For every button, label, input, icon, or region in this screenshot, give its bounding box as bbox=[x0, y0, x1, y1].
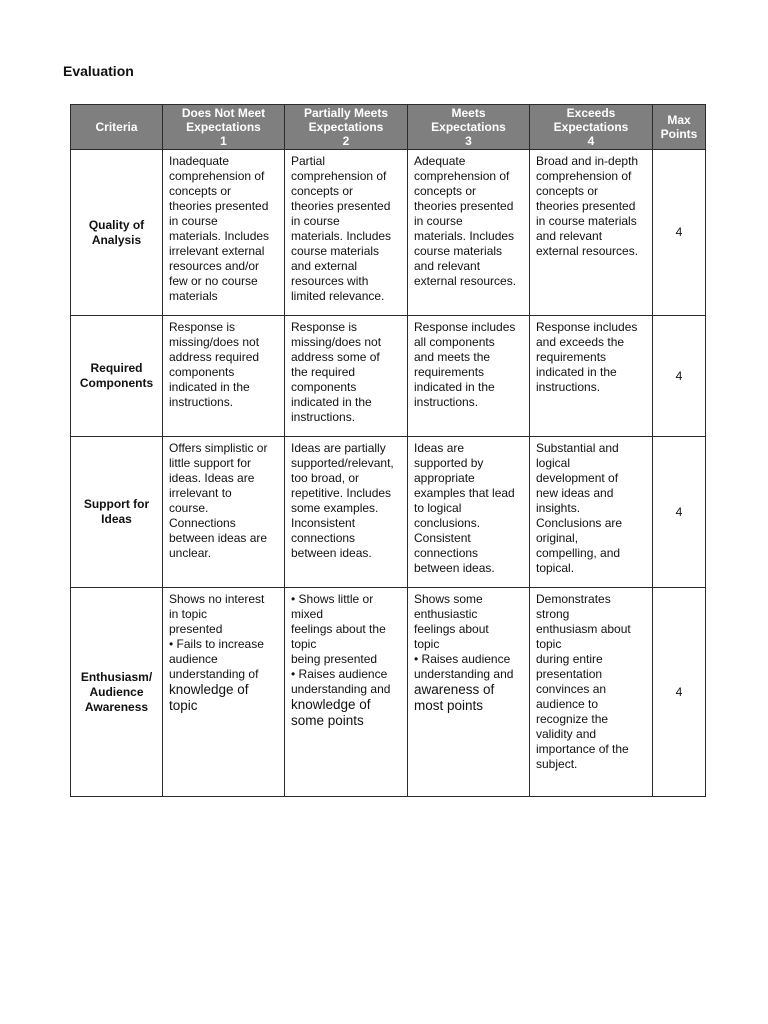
header-line: Meets bbox=[451, 106, 486, 120]
cell-text-line: concepts or bbox=[414, 184, 477, 198]
rating-cell bbox=[285, 588, 408, 797]
cell-text-line: enthusiastic bbox=[414, 607, 478, 621]
cell-text-line: theories presented bbox=[536, 199, 636, 213]
cell-text-line: external resources. bbox=[414, 274, 517, 288]
cell-text-line: comprehension of bbox=[169, 169, 265, 183]
header-meets bbox=[408, 105, 530, 150]
cell-text-line: limited relevance. bbox=[291, 289, 385, 303]
table-row bbox=[71, 437, 706, 588]
cell-text-line: feelings about the bbox=[291, 622, 386, 636]
header-line: Does Not Meet bbox=[181, 106, 266, 120]
cell-text-line: materials. Includes bbox=[169, 229, 270, 243]
header-partially-meets bbox=[285, 105, 408, 150]
cell-text-line: Response is bbox=[169, 320, 236, 334]
table-row bbox=[71, 316, 706, 437]
header-line: 3 bbox=[465, 134, 472, 148]
page-title: Evaluation bbox=[63, 63, 134, 79]
cell-text-line: Connections bbox=[169, 516, 236, 530]
criteria-cell bbox=[71, 437, 163, 588]
cell-text-line: missing/does not bbox=[291, 335, 382, 349]
cell-text-line: theories presented bbox=[169, 199, 269, 213]
max-points-cell bbox=[653, 437, 706, 588]
cell-text-line: course materials bbox=[291, 244, 380, 258]
cell-text-line: Shows no interest bbox=[169, 592, 265, 606]
cell-text-line: instructions. bbox=[169, 395, 234, 409]
cell-text-line: • Raises audience bbox=[414, 652, 511, 666]
cell-text-line: in course bbox=[169, 214, 218, 228]
cell-text-line: most points bbox=[414, 698, 484, 713]
cell-text-line: feelings about bbox=[414, 622, 489, 636]
rating-cell bbox=[408, 588, 530, 797]
cell-text-line: materials. Includes bbox=[414, 229, 515, 243]
cell-text-line: and meets the bbox=[414, 350, 491, 364]
cell-text-line: irrelevant external bbox=[169, 244, 265, 258]
criteria-label: Ideas bbox=[101, 512, 132, 526]
cell-text-line: topic bbox=[291, 637, 317, 651]
cell-text-line: knowledge of bbox=[291, 697, 371, 712]
cell-text-line: in topic bbox=[169, 607, 208, 621]
cell-text-line: presented bbox=[169, 622, 223, 636]
cell-text-line: examples that lead bbox=[414, 486, 515, 500]
cell-text-line: Offers simplistic or bbox=[169, 441, 268, 455]
criteria-label: Support for bbox=[83, 497, 150, 511]
cell-text-line: some examples. bbox=[291, 501, 379, 515]
criteria-label: Enthusiasm/ bbox=[80, 669, 153, 684]
cell-text-line: to logical bbox=[414, 501, 462, 515]
criteria-cell bbox=[71, 588, 163, 797]
criteria-cell bbox=[71, 316, 163, 437]
cell-text-line: comprehension of bbox=[414, 169, 510, 183]
cell-text-line: and exceeds the bbox=[536, 335, 625, 349]
header-line: Points bbox=[660, 127, 698, 141]
header-line: 4 bbox=[587, 134, 595, 148]
rating-cell bbox=[163, 588, 285, 797]
cell-text-line: address required bbox=[169, 350, 260, 364]
cell-text-line: Ideas are partially bbox=[291, 441, 386, 455]
cell-text-line: Partial bbox=[291, 154, 326, 168]
cell-text-line: between ideas. bbox=[414, 561, 495, 575]
cell-text-line: concepts or bbox=[169, 184, 232, 198]
cell-text-line: materials. Includes bbox=[291, 229, 392, 243]
cell-text-line: • Fails to increase bbox=[169, 637, 264, 651]
rating-cell bbox=[285, 437, 408, 588]
header-line: Max bbox=[667, 113, 691, 127]
evaluation-rubric-table bbox=[70, 104, 706, 797]
cell-text-line: connections bbox=[414, 546, 479, 560]
cell-text-line: subject. bbox=[536, 757, 578, 771]
header-row bbox=[71, 105, 706, 150]
cell-text-line: logical bbox=[536, 456, 571, 470]
cell-text-line: compelling, and bbox=[536, 546, 621, 560]
cell-text-line: Inconsistent bbox=[291, 516, 356, 530]
rating-cell bbox=[408, 150, 530, 316]
cell-text-line: Ideas are bbox=[414, 441, 465, 455]
cell-text-line: understanding of bbox=[169, 667, 259, 681]
cell-text-line: between ideas are bbox=[169, 531, 268, 545]
cell-text-line: topic bbox=[414, 637, 440, 651]
rating-cell bbox=[530, 437, 653, 588]
header-exceeds bbox=[530, 105, 653, 150]
cell-text-line: and external bbox=[291, 259, 358, 273]
criteria-cell bbox=[71, 150, 163, 316]
cell-text-line: instructions. bbox=[414, 395, 479, 409]
cell-text-line: requirements bbox=[414, 365, 485, 379]
cell-text-line: unclear. bbox=[169, 546, 212, 560]
max-points-cell bbox=[653, 150, 706, 316]
rating-cell bbox=[163, 316, 285, 437]
cell-text-line: understanding and bbox=[291, 682, 391, 696]
cell-text-line: Broad and in-depth bbox=[536, 154, 639, 168]
cell-text-line: in course bbox=[291, 214, 340, 228]
cell-text-line: Shows some bbox=[414, 592, 483, 606]
cell-text-line: concepts or bbox=[291, 184, 354, 198]
header-line: Expectations bbox=[186, 120, 261, 134]
rating-cell bbox=[408, 437, 530, 588]
cell-text-line: instructions. bbox=[291, 410, 356, 424]
rating-cell bbox=[285, 150, 408, 316]
cell-text-line: components bbox=[169, 365, 235, 379]
cell-text-line: missing/does not bbox=[169, 335, 260, 349]
cell-text-line: knowledge of bbox=[169, 682, 249, 697]
header-does-not-meet bbox=[163, 105, 285, 150]
cell-text-line: appropriate bbox=[414, 471, 475, 485]
cell-text-line: Substantial and bbox=[536, 441, 619, 455]
cell-text-line: indicated in the bbox=[414, 380, 495, 394]
cell-text-line: indicated in the bbox=[291, 395, 372, 409]
cell-text-line: concepts or bbox=[536, 184, 599, 198]
max-points-value: 4 bbox=[675, 684, 683, 699]
rating-cell bbox=[530, 588, 653, 797]
cell-text-line: theories presented bbox=[291, 199, 391, 213]
cell-text-line: Response is bbox=[291, 320, 358, 334]
cell-text-line: topical. bbox=[536, 561, 575, 575]
cell-text-line: repetitive. Includes bbox=[291, 486, 392, 500]
cell-text-line: Consistent bbox=[414, 531, 471, 545]
cell-text-line: and relevant bbox=[414, 259, 481, 273]
rating-cell bbox=[530, 150, 653, 316]
rating-cell bbox=[285, 316, 408, 437]
cell-text-line: instructions. bbox=[536, 380, 601, 394]
cell-text-line: Conclusions are bbox=[536, 516, 623, 530]
cell-text-line: the required bbox=[291, 365, 356, 379]
cell-text-line: comprehension of bbox=[291, 169, 387, 183]
cell-text-line: theories presented bbox=[414, 199, 514, 213]
cell-text-line: mixed bbox=[291, 607, 324, 621]
cell-text-line: in course bbox=[414, 214, 463, 228]
cell-text-line: conclusions. bbox=[414, 516, 481, 530]
cell-text-line: between ideas. bbox=[291, 546, 372, 560]
cell-text-line: materials bbox=[169, 289, 218, 303]
cell-text-line: indicated in the bbox=[536, 365, 617, 379]
cell-text-line: convinces an bbox=[536, 682, 607, 696]
max-points-value: 4 bbox=[675, 225, 683, 239]
header-line: Criteria bbox=[95, 120, 138, 134]
header-max-points bbox=[653, 105, 706, 150]
cell-text-line: Response includes bbox=[536, 320, 638, 334]
header-line: 2 bbox=[342, 134, 350, 148]
cell-text-line: course materials bbox=[414, 244, 503, 258]
header-line: Expectations bbox=[308, 120, 384, 134]
cell-text-line: components bbox=[291, 380, 357, 394]
criteria-label: Awareness bbox=[84, 699, 149, 714]
cell-text-line: indicated in the bbox=[169, 380, 250, 394]
cell-text-line: comprehension of bbox=[536, 169, 632, 183]
cell-text-line: address some of bbox=[291, 350, 380, 364]
cell-text-line: understanding and bbox=[414, 667, 514, 681]
cell-text-line: during entire bbox=[536, 652, 603, 666]
cell-text-line: importance of the bbox=[536, 742, 629, 756]
header-line: Expectations bbox=[431, 120, 506, 134]
cell-text-line: Response includes bbox=[414, 320, 516, 334]
cell-text-line: topic bbox=[169, 698, 198, 713]
criteria-label: Components bbox=[79, 376, 154, 390]
cell-text-line: development of bbox=[536, 471, 619, 485]
cell-text-line: Demonstrates bbox=[536, 592, 611, 606]
cell-text-line: Adequate bbox=[414, 154, 466, 168]
cell-text-line: • Shows little or bbox=[291, 592, 374, 606]
header-line: Exceeds bbox=[566, 106, 616, 120]
cell-text-line: all components bbox=[414, 335, 495, 349]
header-line: 1 bbox=[220, 134, 227, 148]
cell-text-line: connections bbox=[291, 531, 356, 545]
cell-text-line: presentation bbox=[536, 667, 603, 681]
table-row bbox=[71, 588, 706, 797]
cell-text-line: supported/relevant, bbox=[291, 456, 394, 470]
criteria-label: Required bbox=[90, 361, 143, 375]
header-line: Partially Meets bbox=[303, 106, 389, 120]
cell-text-line: being presented bbox=[291, 652, 378, 666]
rating-cell bbox=[530, 316, 653, 437]
cell-text-line: too broad, or bbox=[291, 471, 360, 485]
cell-text-line: in course materials bbox=[536, 214, 637, 228]
cell-text-line: supported by bbox=[414, 456, 484, 470]
cell-text-line: topic bbox=[536, 637, 562, 651]
rating-cell bbox=[163, 150, 285, 316]
cell-text-line: enthusiasm about bbox=[536, 622, 631, 636]
cell-text-line: audience bbox=[169, 652, 218, 666]
cell-text-line: resources with bbox=[291, 274, 369, 288]
cell-text-line: some points bbox=[291, 713, 364, 728]
cell-text-line: new ideas and bbox=[536, 486, 614, 500]
rating-cell bbox=[408, 316, 530, 437]
cell-text-line: audience to bbox=[536, 697, 599, 711]
cell-text-line: strong bbox=[536, 607, 570, 621]
cell-text-line: course. bbox=[169, 501, 209, 515]
max-points-value: 4 bbox=[675, 368, 683, 383]
cell-text-line: • Raises audience bbox=[291, 667, 388, 681]
criteria-label: Audience bbox=[89, 684, 144, 699]
cell-text-line: ideas. Ideas are bbox=[169, 471, 255, 485]
cell-text-line: external resources. bbox=[536, 244, 639, 258]
header-line: Expectations bbox=[553, 120, 629, 134]
cell-text-line: resources and/or bbox=[169, 259, 260, 273]
cell-text-line: insights. bbox=[536, 501, 581, 515]
cell-text-line: and relevant bbox=[536, 229, 603, 243]
cell-text-line: original, bbox=[536, 531, 579, 545]
rating-cell bbox=[163, 437, 285, 588]
criteria-label: Analysis bbox=[91, 232, 142, 247]
cell-text-line: awareness of bbox=[414, 682, 495, 697]
criteria-label: Quality of bbox=[88, 217, 145, 232]
cell-text-line: recognize the bbox=[536, 712, 609, 726]
max-points-cell bbox=[653, 316, 706, 437]
cell-text-line: little support for bbox=[169, 456, 252, 470]
cell-text-line: irrelevant to bbox=[169, 486, 232, 500]
cell-text-line: Inadequate bbox=[169, 154, 230, 168]
table-row bbox=[71, 150, 706, 316]
cell-text-line: requirements bbox=[536, 350, 607, 364]
max-points-value: 4 bbox=[675, 504, 683, 519]
header-criteria bbox=[71, 105, 163, 150]
max-points-cell bbox=[653, 588, 706, 797]
cell-text-line: few or no course bbox=[169, 274, 258, 288]
cell-text-line: validity and bbox=[536, 727, 597, 741]
